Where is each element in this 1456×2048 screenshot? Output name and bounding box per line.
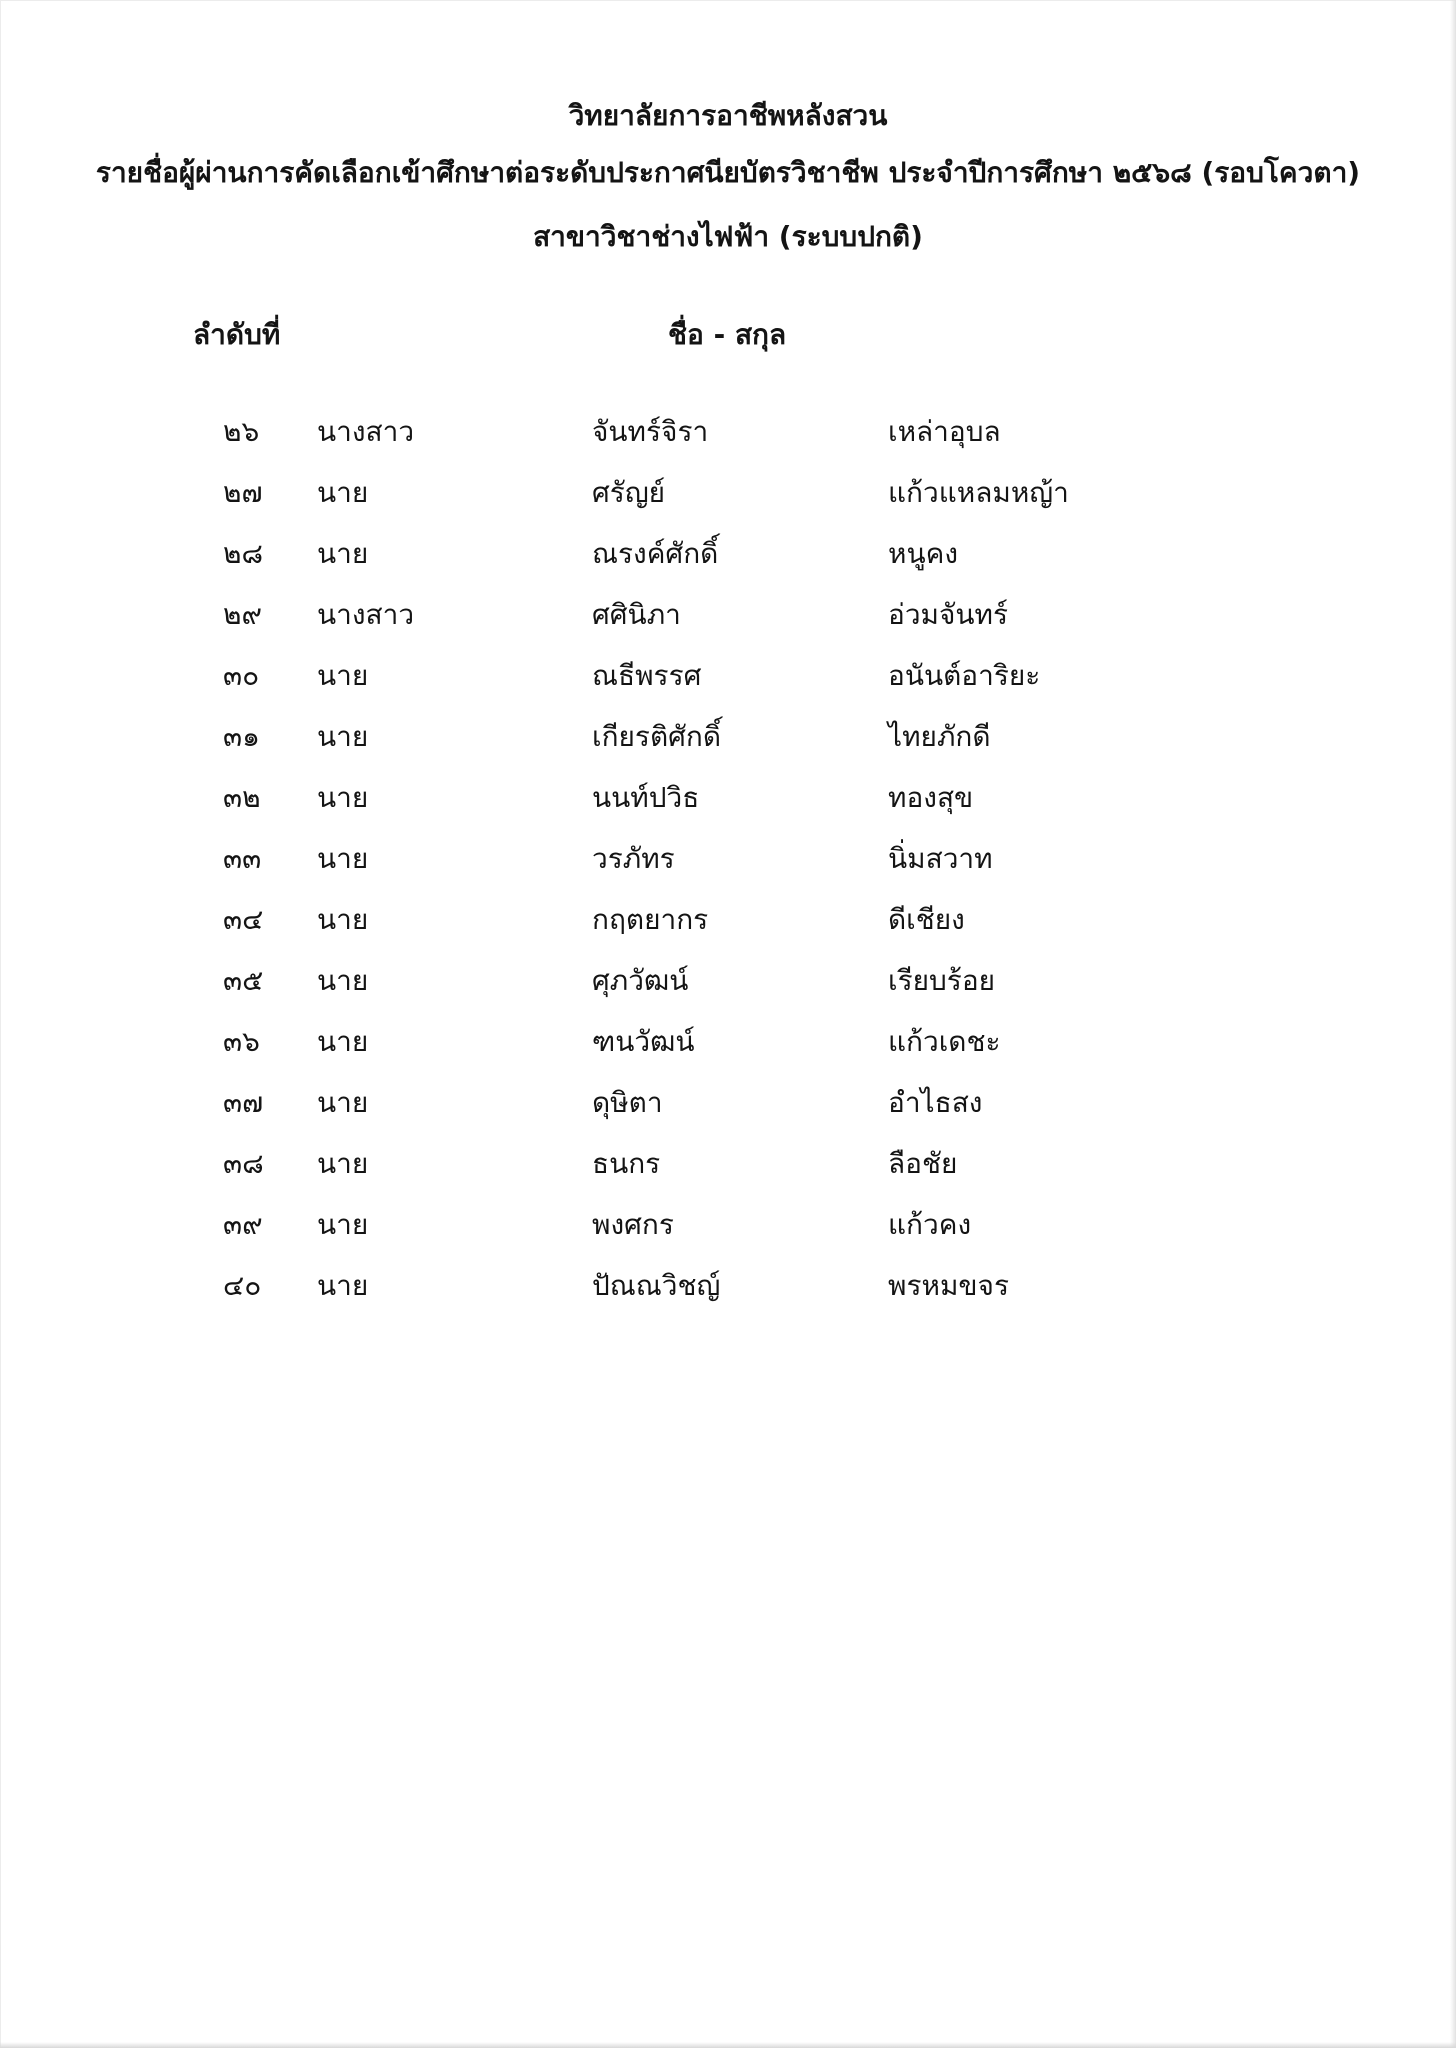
list-item	[0, 898, 1456, 959]
student-prefix: นาย	[317, 537, 369, 570]
list-item	[0, 471, 1456, 532]
list-item	[0, 1020, 1456, 1081]
student-last-name: พรหมขจร	[888, 1269, 1009, 1302]
student-number: ๔๐	[223, 1269, 262, 1302]
institution-title: วิทยาลัยการอาชีพหลังสวน	[568, 99, 888, 132]
student-prefix: นาย	[317, 1147, 369, 1180]
list-item	[0, 1142, 1456, 1203]
student-last-name: ดีเชียง	[888, 903, 965, 936]
student-last-name: ลือชัย	[888, 1147, 958, 1180]
list-item	[0, 410, 1456, 471]
student-last-name: อำไธสง	[888, 1086, 983, 1119]
list-item	[0, 654, 1456, 715]
student-last-name: หนูคง	[888, 537, 958, 570]
list-item	[0, 776, 1456, 837]
student-number: ๓๕	[223, 964, 264, 997]
student-prefix: นาย	[317, 842, 369, 875]
student-first-name: จันทร์จิรา	[592, 415, 709, 448]
student-last-name: อ่วมจันทร์	[888, 598, 1009, 631]
student-last-name: เหล่าอุบล	[888, 415, 1001, 448]
student-first-name: ปัณณวิชญ์	[592, 1269, 721, 1302]
department-title: สาขาวิชาช่างไฟฟ้า (ระบบปกติ)	[533, 220, 923, 253]
student-number: ๓๒	[223, 781, 261, 814]
student-first-name: ฑนวัฒน์	[592, 1025, 695, 1058]
list-item	[0, 1081, 1456, 1142]
student-last-name: แก้วเดชะ	[888, 1025, 1001, 1058]
student-first-name: นนท์ปวิธ	[592, 781, 700, 814]
student-number: ๓๙	[223, 1208, 263, 1241]
student-number: ๒๙	[223, 598, 262, 631]
list-item	[0, 532, 1456, 593]
student-last-name: นิ่มสวาท	[888, 842, 993, 875]
student-first-name: พงศกร	[592, 1208, 674, 1241]
student-last-name: แก้วคง	[888, 1208, 972, 1241]
student-prefix: นาย	[317, 1086, 369, 1119]
student-first-name: เกียรติศักดิ์	[592, 720, 722, 753]
student-number: ๓๐	[223, 659, 260, 692]
student-prefix: นาย	[317, 964, 369, 997]
student-last-name: ทองสุข	[888, 781, 974, 814]
student-last-name: ไทยภักดี	[888, 720, 991, 753]
student-prefix: นาย	[317, 1208, 369, 1241]
student-first-name: ศศินิภา	[592, 598, 681, 631]
page-edge-shadow-right	[1450, 0, 1456, 2048]
student-prefix: นาย	[317, 781, 369, 814]
student-last-name: เรียบร้อย	[888, 964, 996, 997]
student-number: ๓๔	[223, 903, 264, 936]
list-item	[0, 1203, 1456, 1264]
student-prefix: นาย	[317, 1269, 369, 1302]
student-first-name: ดุษิตา	[592, 1086, 663, 1119]
student-prefix: นาย	[317, 720, 369, 753]
student-prefix: นางสาว	[317, 598, 415, 631]
student-number: ๒๗	[223, 476, 263, 509]
student-first-name: ณรงค์ศักดิ์	[592, 537, 719, 570]
student-prefix: นาย	[317, 476, 369, 509]
column-header-name: ชื่อ - สกุล	[668, 318, 787, 351]
student-list	[0, 410, 1456, 1325]
student-first-name: วรภัทร	[592, 842, 675, 875]
page-edge-shadow-bottom	[0, 2042, 1456, 2048]
student-number: ๓๗	[223, 1086, 264, 1119]
announcement-title: รายชื่อผู้ผ่านการคัดเลือกเข้าศึกษาต่อระดับประกาศนียบัตรวิชาชีพ ประจำปีการศึกษา ๒๕๖๘ (รอบโควตา)	[95, 156, 1361, 189]
list-item	[0, 593, 1456, 654]
student-number: ๓๖	[223, 1025, 260, 1058]
student-prefix: นางสาว	[317, 415, 415, 448]
student-number: ๓๘	[223, 1147, 264, 1180]
list-item	[0, 959, 1456, 1020]
student-first-name: ศรัญย์	[592, 476, 666, 509]
student-first-name: ธนกร	[592, 1147, 661, 1180]
student-number: ๒๘	[223, 537, 264, 570]
list-item	[0, 715, 1456, 776]
student-last-name: แก้วแหลมหญ้า	[888, 476, 1069, 509]
list-item	[0, 837, 1456, 898]
student-first-name: ณธีพรรศ	[592, 659, 702, 692]
student-prefix: นาย	[317, 903, 369, 936]
student-number: ๓๓	[223, 842, 262, 875]
student-prefix: นาย	[317, 1025, 369, 1058]
list-item	[0, 1264, 1456, 1325]
student-first-name: กฤตยากร	[592, 903, 709, 936]
student-first-name: ศุภวัฒน์	[592, 964, 689, 997]
student-number: ๓๑	[223, 720, 260, 753]
student-prefix: นาย	[317, 659, 369, 692]
column-header-number: ลำดับที่	[193, 318, 281, 351]
student-number: ๒๖	[223, 415, 260, 448]
student-last-name: อนันต์อาริยะ	[888, 659, 1041, 692]
